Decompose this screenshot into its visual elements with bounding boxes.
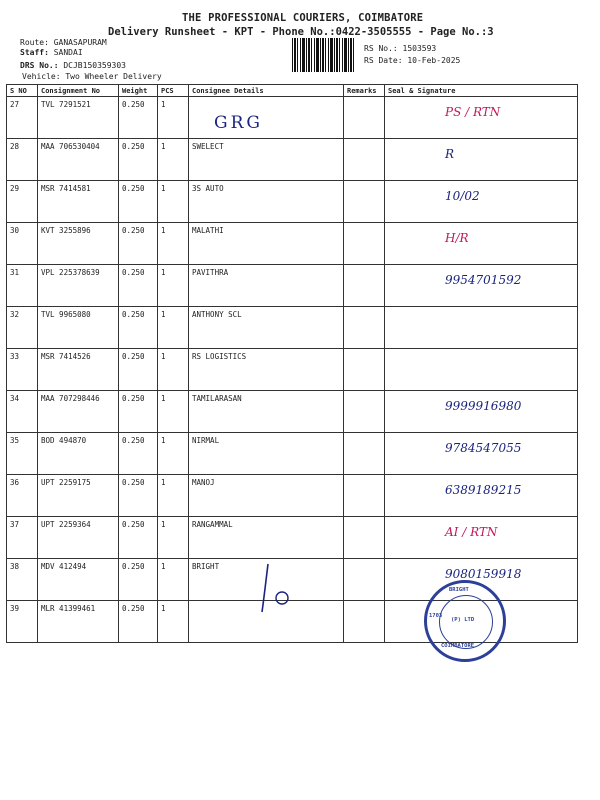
staff-line: [20, 48, 83, 57]
col-signature: Seal & Signature: [385, 85, 578, 97]
cell-signature: [385, 349, 578, 391]
cell-pcs-text: 1: [161, 310, 166, 319]
cell-weight: [119, 97, 158, 139]
cell-weight-text: 0.250: [122, 142, 145, 151]
cell-consignee-text: 3S AUTO: [192, 184, 224, 193]
cell-sno-text: 28: [10, 142, 20, 151]
cell-signature: [385, 139, 578, 181]
cell-pcs-text: 1: [161, 520, 166, 529]
cell-consignee-text: MALATHI: [192, 226, 224, 235]
cell-weight-text: 0.250: [122, 604, 145, 613]
cell-pcs: [158, 307, 189, 349]
cell-sno: [7, 181, 38, 223]
company-title: THE PROFESSIONAL COURIERS, COIMBATORE: [182, 12, 424, 24]
cell-consignment: [38, 139, 119, 181]
cell-pcs: [158, 559, 189, 601]
cell-sno-text: 31: [10, 268, 20, 277]
handwritten-consignee-note: GRG: [214, 113, 263, 133]
cell-signature-text: H/R: [445, 231, 469, 245]
cell-pcs: [158, 433, 189, 475]
cell-pcs-text: 1: [161, 352, 166, 361]
cell-weight: [119, 517, 158, 559]
col-pcs: PCS: [158, 85, 189, 97]
table-row: [7, 433, 578, 475]
cell-pcs: [158, 601, 189, 643]
cell-consignee: [189, 433, 344, 475]
cell-consignment-text: BOD 494870: [41, 436, 87, 445]
cell-pcs-text: 1: [161, 436, 166, 445]
cell-remarks: [344, 391, 385, 433]
cell-pcs-text: 1: [161, 478, 166, 487]
cell-consignment: [38, 517, 119, 559]
cell-consignment-text: UPT 2259364: [41, 520, 91, 529]
cell-weight-text: 0.250: [122, 520, 145, 529]
cell-signature: [385, 181, 578, 223]
cell-signature-text: R: [445, 147, 455, 161]
cell-remarks: [344, 559, 385, 601]
cell-sno: [7, 475, 38, 517]
cell-consignment: [38, 223, 119, 265]
table-row: [7, 97, 578, 139]
cell-consignee-text: SWELECT: [192, 142, 224, 151]
cell-sno: [7, 223, 38, 265]
cell-pcs-text: 1: [161, 100, 166, 109]
runsheet-subtitle: Delivery Runsheet - KPT - Phone No.:0422-3505555 - Page No.:3: [108, 26, 494, 38]
cell-signature: [385, 97, 578, 139]
cell-sno-text: 35: [10, 436, 20, 445]
cell-remarks: [344, 601, 385, 643]
cell-consignee: [189, 349, 344, 391]
cell-remarks: [344, 307, 385, 349]
cell-pcs-text: 1: [161, 562, 166, 571]
stamp-text-suffix: (P) LTD: [451, 617, 475, 623]
cell-pcs: [158, 517, 189, 559]
cell-weight-text: 0.250: [122, 310, 145, 319]
cell-consignment: [38, 559, 119, 601]
table-row: [7, 307, 578, 349]
drs-label: DRS No.:: [20, 61, 59, 70]
cell-sno: [7, 307, 38, 349]
cell-consignment-text: MLR 41399461: [41, 604, 96, 613]
cell-weight-text: 0.250: [122, 184, 145, 193]
cell-remarks: [344, 349, 385, 391]
cell-sno-text: 33: [10, 352, 20, 361]
col-consignment: Consignment No: [38, 85, 119, 97]
staff-label: Staff:: [20, 48, 49, 57]
cell-consignee-text: TAMILARASAN: [192, 394, 242, 403]
col-weight: Weight: [119, 85, 158, 97]
cell-signature: [385, 223, 578, 265]
col-consignee: Consignee Details: [189, 85, 344, 97]
cell-weight-text: 0.250: [122, 562, 145, 571]
table-row: [7, 349, 578, 391]
cell-signature: [385, 517, 578, 559]
cell-pcs-text: 1: [161, 394, 166, 403]
rs-date: RS Date: 10-Feb-2025: [364, 56, 461, 65]
cell-sno-text: 38: [10, 562, 20, 571]
cell-pcs: [158, 181, 189, 223]
cell-consignment: [38, 601, 119, 643]
cell-weight: [119, 181, 158, 223]
cell-sno-text: 39: [10, 604, 20, 613]
cell-pcs-text: 1: [161, 142, 166, 151]
cell-sno-text: 32: [10, 310, 20, 319]
cell-consignment-text: UPT 2259175: [41, 478, 91, 487]
stamp-text-code: 1703: [429, 613, 443, 619]
cell-consignment: [38, 307, 119, 349]
stamp-text-bottom: COIMBATORE: [441, 643, 475, 649]
cell-signature: [385, 391, 578, 433]
cell-signature-text: 9999916980: [445, 399, 522, 413]
col-sno: S NO: [7, 85, 38, 97]
cell-consignee-text: RANGAMMAL: [192, 520, 233, 529]
vehicle-line: [22, 72, 162, 81]
cell-pcs-text: 1: [161, 604, 166, 613]
cell-sno: [7, 391, 38, 433]
cell-pcs: [158, 139, 189, 181]
cell-weight: [119, 559, 158, 601]
cell-sno: [7, 559, 38, 601]
cell-weight: [119, 349, 158, 391]
cell-pcs-text: 1: [161, 184, 166, 193]
cell-signature-text: AI / RTN: [445, 525, 498, 539]
barcode: [292, 38, 356, 72]
cell-remarks: [344, 517, 385, 559]
table-row: [7, 391, 578, 433]
cell-consignee-text: PAVITHRA: [192, 268, 229, 277]
cell-consignment: [38, 391, 119, 433]
cell-consignment: [38, 433, 119, 475]
cell-sno: [7, 265, 38, 307]
cell-sno: [7, 139, 38, 181]
drs-value: DCJB150359303: [63, 61, 126, 70]
cell-remarks: [344, 97, 385, 139]
cell-consignment-text: MAA 707298446: [41, 394, 100, 403]
cell-signature-text: 9954701592: [445, 273, 522, 287]
cell-pcs: [158, 349, 189, 391]
cell-consignee: [189, 223, 344, 265]
cell-pcs: [158, 475, 189, 517]
cell-weight-text: 0.250: [122, 100, 145, 109]
cell-signature-text: 9784547055: [445, 441, 522, 455]
cell-sno-text: 30: [10, 226, 20, 235]
cell-pcs: [158, 391, 189, 433]
cell-signature-text: 10/02: [445, 189, 480, 203]
table-row: [7, 475, 578, 517]
cell-consignment-text: MSR 7414526: [41, 352, 91, 361]
cell-consignee: [189, 475, 344, 517]
cell-weight-text: 0.250: [122, 394, 145, 403]
vehicle-label: Vehicle:: [22, 72, 61, 81]
cell-consignee-text: NIRMAL: [192, 436, 220, 445]
cell-consignment-text: MAA 706530404: [41, 142, 100, 151]
col-remarks: Remarks: [344, 85, 385, 97]
route-line: [20, 38, 107, 47]
cell-weight: [119, 391, 158, 433]
company-seal-stamp: [424, 580, 506, 662]
pen-stroke-mark: [240, 560, 300, 620]
cell-remarks: [344, 433, 385, 475]
cell-consignment: [38, 349, 119, 391]
cell-sno-text: 29: [10, 184, 20, 193]
cell-consignee: [189, 265, 344, 307]
cell-signature: [385, 307, 578, 349]
cell-sno-text: 37: [10, 520, 20, 529]
cell-consignment: [38, 475, 119, 517]
cell-consignee-text: ANTHONY SCL: [192, 310, 242, 319]
cell-weight: [119, 307, 158, 349]
stamp-text-top: BRIGHT: [449, 587, 469, 593]
cell-consignee-text: BRIGHT: [192, 562, 220, 571]
cell-weight-text: 0.250: [122, 436, 145, 445]
cell-consignment-text: VPL 225378639: [41, 268, 100, 277]
cell-sno: [7, 517, 38, 559]
cell-remarks: [344, 223, 385, 265]
table-row: [7, 181, 578, 223]
cell-consignee-text: RS LOGISTICS: [192, 352, 247, 361]
cell-signature: [385, 265, 578, 307]
cell-consignee: [189, 181, 344, 223]
cell-consignment: [38, 265, 119, 307]
cell-consignee: [189, 391, 344, 433]
table-header-row: [7, 85, 578, 97]
cell-sno: [7, 433, 38, 475]
cell-weight-text: 0.250: [122, 226, 145, 235]
cell-sno-text: 36: [10, 478, 20, 487]
cell-consignee-text: MANOJ: [192, 478, 215, 487]
cell-remarks: [344, 139, 385, 181]
cell-consignment-text: MSR 7414581: [41, 184, 91, 193]
cell-consignee: [189, 307, 344, 349]
cell-sno: [7, 97, 38, 139]
cell-consignment-text: KVT 3255896: [41, 226, 91, 235]
route-label: Route:: [20, 38, 49, 47]
cell-weight: [119, 601, 158, 643]
rs-number: RS No.: 1503593: [364, 44, 437, 53]
vehicle-value: Two Wheeler Delivery: [65, 72, 162, 81]
cell-consignment-text: MDV 412494: [41, 562, 87, 571]
cell-remarks: [344, 181, 385, 223]
cell-weight-text: 0.250: [122, 478, 145, 487]
cell-weight: [119, 139, 158, 181]
cell-sno-text: 34: [10, 394, 20, 403]
cell-signature-text: PS / RTN: [445, 105, 501, 119]
drs-line: [20, 61, 126, 70]
cell-consignee: [189, 517, 344, 559]
cell-remarks: [344, 475, 385, 517]
cell-sno: [7, 349, 38, 391]
cell-pcs-text: 1: [161, 268, 166, 277]
cell-weight-text: 0.250: [122, 352, 145, 361]
cell-signature: [385, 433, 578, 475]
cell-weight-text: 0.250: [122, 268, 145, 277]
table-row: [7, 223, 578, 265]
cell-consignment: [38, 181, 119, 223]
table-row: [7, 517, 578, 559]
cell-weight: [119, 475, 158, 517]
cell-signature-text: 6389189215: [445, 483, 522, 497]
cell-weight: [119, 223, 158, 265]
cell-weight: [119, 265, 158, 307]
cell-consignment-text: TVL 7291521: [41, 100, 91, 109]
cell-pcs: [158, 223, 189, 265]
table-row: [7, 139, 578, 181]
cell-signature: [385, 475, 578, 517]
cell-consignee: [189, 139, 344, 181]
staff-value: SANDAI: [53, 48, 83, 57]
cell-signature-text: 9080159918: [445, 567, 522, 581]
cell-weight: [119, 433, 158, 475]
cell-consignment-text: TVL 9965080: [41, 310, 91, 319]
cell-pcs: [158, 97, 189, 139]
cell-sno-text: 27: [10, 100, 20, 109]
cell-consignee: [189, 97, 344, 139]
table-row: [7, 265, 578, 307]
cell-pcs-text: 1: [161, 226, 166, 235]
cell-remarks: [344, 265, 385, 307]
cell-sno: [7, 601, 38, 643]
cell-pcs: [158, 265, 189, 307]
cell-consignment: [38, 97, 119, 139]
route-value: GANASAPURAM: [53, 38, 107, 47]
